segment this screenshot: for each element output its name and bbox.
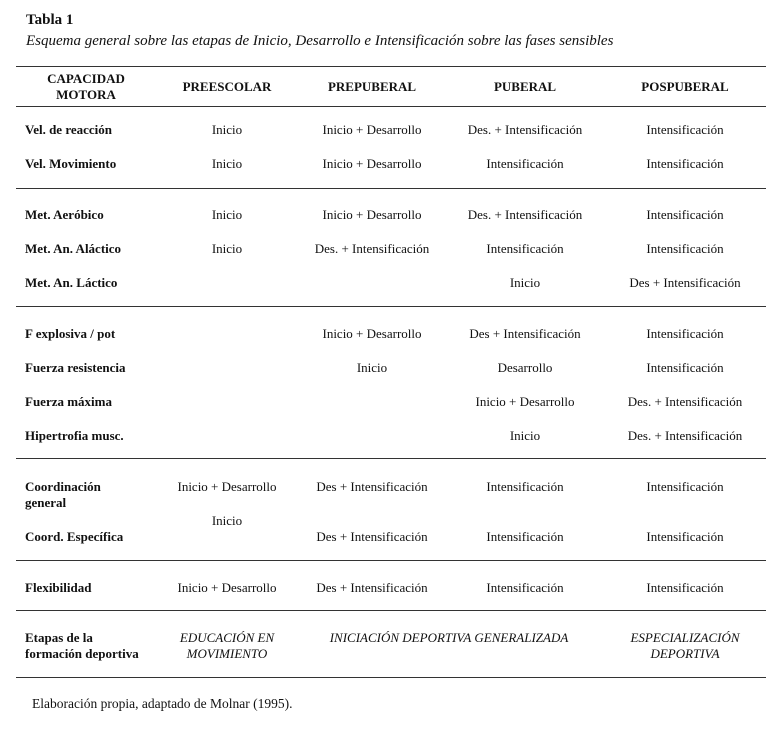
cell-met-lactico-puberal: Inicio bbox=[509, 275, 541, 290]
cell-vel-movimiento-puberal: Intensificación bbox=[486, 156, 564, 171]
row-label-coord-general-line1: Coordinación bbox=[25, 479, 101, 494]
row-label-hipertrofia: Hipertrofia musc. bbox=[25, 428, 124, 443]
rule-group-2 bbox=[16, 306, 766, 307]
cell-etapas-preescolar-line2: MOVIMIENTO bbox=[186, 646, 268, 661]
cell-met-aerobico-prepuberal: Inicio + Desarrollo bbox=[322, 207, 422, 222]
table-title: Tabla 1 bbox=[26, 12, 74, 28]
rule-group-4 bbox=[16, 560, 766, 561]
cell-met-aerobico-puberal: Des. + Intensificación bbox=[467, 207, 583, 222]
cell-met-alactico-pospuberal: Intensificación bbox=[646, 241, 724, 256]
cell-met-lactico-pospuberal: Des + Intensificación bbox=[629, 275, 741, 290]
row-label-coord-general-line2: general bbox=[25, 495, 67, 510]
cell-vel-reaccion-prepuberal: Inicio + Desarrollo bbox=[322, 122, 422, 137]
cell-etapas-pospuberal-line2: DEPORTIVA bbox=[650, 646, 720, 661]
source-note: Elaboración propia, adaptado de Molnar (1995). bbox=[32, 696, 293, 711]
row-label-vel-reaccion: Vel. de reacción bbox=[25, 122, 113, 137]
cell-met-alactico-prepuberal: Des. + Intensificación bbox=[314, 241, 430, 256]
cell-etapas-pospuberal-line1: ESPECIALIZACIÓN bbox=[630, 630, 740, 645]
cell-fuerza-resistencia-prepuberal: Inicio bbox=[356, 360, 388, 375]
cell-etapas-generalizada: INICIACIÓN DEPORTIVA GENERALIZADA bbox=[329, 630, 569, 645]
row-label-met-lactico: Met. An. Láctico bbox=[25, 275, 118, 290]
row-label-f-explosiva: F explosiva / pot bbox=[25, 326, 116, 341]
header-preescolar: PREESCOLAR bbox=[182, 79, 272, 94]
rule-group-5 bbox=[16, 610, 766, 611]
cell-f-explosiva-prepuberal: Inicio + Desarrollo bbox=[322, 326, 422, 341]
row-label-met-alactico: Met. An. Aláctico bbox=[25, 241, 122, 256]
cell-f-explosiva-pospuberal: Intensificación bbox=[646, 326, 724, 341]
cell-flexibilidad-puberal: Intensificación bbox=[486, 580, 564, 595]
row-label-fuerza-resistencia: Fuerza resistencia bbox=[25, 360, 126, 375]
cell-coord-general-pospuberal: Intensificación bbox=[646, 479, 724, 494]
cell-coord-general-preescolar: Inicio + Desarrollo bbox=[177, 479, 277, 494]
header-prepuberal: PREPUBERAL bbox=[327, 79, 417, 94]
table-subtitle: Esquema general sobre las etapas de Inicio, Desarrollo e Intensificación sobre las fases sensibles bbox=[26, 33, 614, 49]
cell-vel-reaccion-pospuberal: Intensificación bbox=[646, 122, 724, 137]
row-label-flexibilidad: Flexibilidad bbox=[25, 580, 92, 595]
row-label-coord-especifica: Coord. Específica bbox=[25, 529, 124, 544]
row-label-fuerza-maxima: Fuerza máxima bbox=[25, 394, 113, 409]
cell-coord-especifica-pospuberal: Intensificación bbox=[646, 529, 724, 544]
cell-hipertrofia-puberal: Inicio bbox=[509, 428, 541, 443]
header-pospuberal: POSPUBERAL bbox=[641, 79, 729, 94]
cell-flexibilidad-prepuberal: Des + Intensificación bbox=[316, 580, 428, 595]
row-label-vel-movimiento: Vel. Movimiento bbox=[25, 156, 117, 171]
cell-fuerza-resistencia-puberal: Desarrollo bbox=[497, 360, 553, 375]
cell-met-aerobico-preescolar: Inicio bbox=[211, 207, 243, 222]
rule-group-1 bbox=[16, 188, 766, 189]
header-capacidad-line1: CAPACIDAD bbox=[47, 71, 125, 86]
cell-fuerza-resistencia-pospuberal: Intensificación bbox=[646, 360, 724, 375]
rule-header bbox=[16, 106, 766, 107]
cell-hipertrofia-pospuberal: Des. + Intensificación bbox=[627, 428, 743, 443]
cell-vel-reaccion-preescolar: Inicio bbox=[211, 122, 243, 137]
cell-vel-movimiento-preescolar: Inicio bbox=[211, 156, 243, 171]
row-label-etapas-line1: Etapas de la bbox=[25, 630, 93, 645]
cell-coord-especifica-puberal: Intensificación bbox=[486, 529, 564, 544]
cell-coord-preescolar-inicio: Inicio bbox=[211, 513, 243, 528]
cell-coord-general-puberal: Intensificación bbox=[486, 479, 564, 494]
rule-top bbox=[16, 66, 766, 67]
cell-vel-movimiento-prepuberal: Inicio + Desarrollo bbox=[322, 156, 422, 171]
cell-coord-especifica-prepuberal: Des + Intensificación bbox=[316, 529, 428, 544]
cell-flexibilidad-preescolar: Inicio + Desarrollo bbox=[177, 580, 277, 595]
rule-bottom bbox=[16, 677, 766, 678]
cell-vel-reaccion-puberal: Des. + Intensificación bbox=[467, 122, 583, 137]
cell-vel-movimiento-pospuberal: Intensificación bbox=[646, 156, 724, 171]
header-capacidad-line2: MOTORA bbox=[56, 87, 116, 102]
cell-fuerza-maxima-puberal: Inicio + Desarrollo bbox=[475, 394, 575, 409]
row-label-met-aerobico: Met. Aeróbico bbox=[25, 207, 104, 222]
row-label-etapas-line2: formación deportiva bbox=[25, 646, 139, 661]
cell-flexibilidad-pospuberal: Intensificación bbox=[646, 580, 724, 595]
cell-coord-general-prepuberal: Des + Intensificación bbox=[316, 479, 428, 494]
header-puberal: PUBERAL bbox=[493, 79, 557, 94]
cell-met-aerobico-pospuberal: Intensificación bbox=[646, 207, 724, 222]
rule-group-3 bbox=[16, 458, 766, 459]
cell-etapas-preescolar-line1: EDUCACIÓN EN bbox=[179, 630, 275, 645]
cell-met-alactico-puberal: Intensificación bbox=[486, 241, 564, 256]
cell-met-alactico-preescolar: Inicio bbox=[211, 241, 243, 256]
cell-fuerza-maxima-pospuberal: Des. + Intensificación bbox=[627, 394, 743, 409]
cell-f-explosiva-puberal: Des + Intensificación bbox=[469, 326, 581, 341]
